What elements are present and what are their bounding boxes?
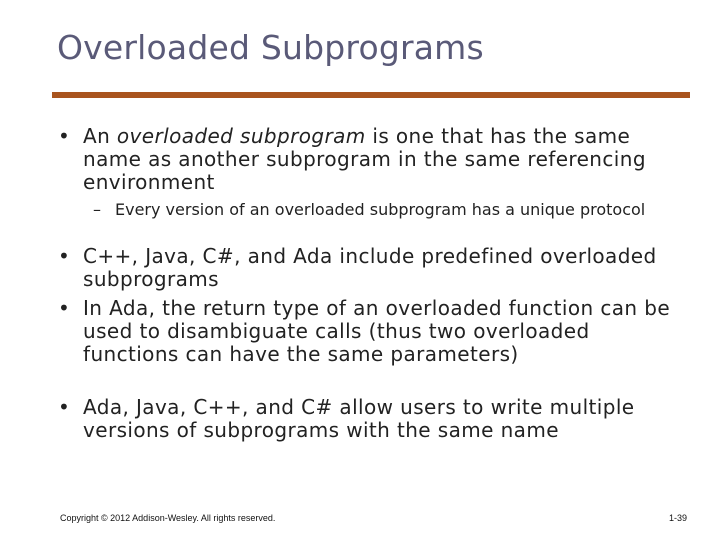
sub-bullet-text-1: Every version of an overloaded subprogram has a unique protocol <box>115 200 646 219</box>
title-rule <box>52 92 690 98</box>
bullet-1-emphasis: overloaded subprogram <box>116 124 366 148</box>
bullet-marker: • <box>58 124 70 148</box>
bullet-1-post: is one that has the same name as another subprogram in the same referencing environment <box>83 124 646 194</box>
slide-title: Overloaded Subprograms <box>57 28 484 67</box>
bullet-text-1 <box>83 125 683 194</box>
bullet-1-pre: An <box>83 124 117 148</box>
bullet-text-4: Ada, Java, C++, and C# allow users to write multiple versions of subprograms with the same name <box>83 395 635 442</box>
bullet-text-3: In Ada, the return type of an overloaded function can be used to disambiguate calls (thus two overloaded functions can have the same parameters) <box>83 296 671 366</box>
sub-bullet-marker: – <box>93 200 101 219</box>
bullet-marker: • <box>58 395 70 419</box>
bullet-marker: • <box>58 296 70 320</box>
bullet-text-2: C++, Java, C#, and Ada include predefined overloaded subprograms <box>83 244 657 291</box>
copyright-footer: Copyright © 2012 Addison-Wesley. All rights reserved. <box>60 513 276 523</box>
page-number: 1-39 <box>669 513 688 523</box>
bullet-marker: • <box>58 244 70 268</box>
